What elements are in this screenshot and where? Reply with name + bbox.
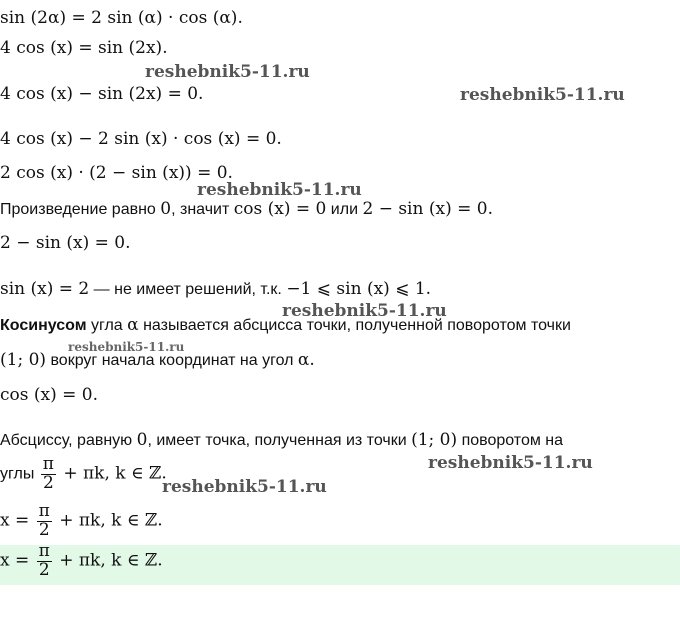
denominator: 2 — [38, 519, 50, 540]
no-solution-statement — [0, 279, 431, 299]
watermark: reshebnik5-11.ru — [162, 477, 327, 497]
denominator: 2 — [42, 472, 54, 493]
watermark: reshebnik5-11.ru — [197, 180, 362, 200]
equation-case-1: cos (x) = 0. — [0, 385, 99, 405]
numerator: π — [38, 541, 50, 561]
text: Абсциссу, равную — [0, 432, 137, 449]
math: α — [127, 315, 139, 335]
abscissa-statement — [0, 430, 563, 450]
text: поворотом на — [457, 432, 564, 449]
math: cos (x) = 0 — [233, 199, 327, 219]
math: −1 ⩽ sin (x) ⩽ 1. — [286, 279, 432, 299]
equation-given: 4 cos (x) = sin (2x). — [0, 38, 168, 58]
product-zero-statement — [0, 199, 493, 219]
math: 2 − sin (x) = 0. — [362, 199, 493, 219]
watermark: reshebnik5-11.ru — [282, 301, 447, 321]
equation-step-2: 4 cos (x) − 2 sin (x) · cos (x) = 0. — [0, 129, 282, 149]
math: + πk, k ∈ ℤ. — [57, 463, 167, 484]
equation-step-3: 2 cos (x) · (2 − sin (x)) = 0. — [0, 163, 233, 183]
numerator: π — [38, 501, 50, 521]
text: — не имеет решений, т.к. — [89, 281, 287, 298]
math: + πk, k ∈ ℤ. — [53, 510, 163, 531]
solution-line — [0, 503, 163, 540]
watermark: reshebnik5-11.ru — [68, 340, 185, 354]
term-cosine: Косинусом — [0, 317, 87, 334]
fraction-pi-over-2 — [37, 503, 52, 540]
math: + πk, k ∈ ℤ. — [53, 550, 163, 571]
math: (1; 0) — [411, 430, 458, 450]
text: Произведение равно — [0, 201, 161, 218]
fraction-pi-over-2 — [41, 456, 56, 493]
text: или — [326, 201, 363, 218]
equation-case-2: 2 − sin (x) = 0. — [0, 233, 131, 253]
final-answer — [0, 543, 163, 580]
math: x = — [0, 510, 35, 531]
formula-double-angle: sin (2α) = 2 sin (α) · cos (α). — [0, 8, 243, 28]
math: sin (x) = 2 — [0, 279, 90, 299]
angles-statement — [0, 456, 167, 493]
math: 0 — [136, 430, 148, 450]
math: 0 — [160, 199, 172, 219]
text: , имеет точка, полученная из точки — [147, 432, 412, 449]
watermark: reshebnik5-11.ru — [460, 85, 625, 105]
numerator: π — [42, 454, 54, 474]
fraction-pi-over-2 — [37, 543, 52, 580]
equation-step-1: 4 cos (x) − sin (2x) = 0. — [0, 84, 204, 104]
watermark: reshebnik5-11.ru — [145, 62, 310, 82]
text: , значит — [171, 201, 234, 218]
text: называется абсцисса точки, полученной поворотом точки — [138, 317, 571, 334]
watermark: reshebnik5-11.ru — [428, 453, 593, 473]
math: (1; 0) — [0, 350, 47, 370]
text: угла — [86, 317, 128, 334]
math: α. — [297, 350, 315, 370]
math: x = — [0, 550, 35, 571]
denominator: 2 — [38, 559, 50, 580]
text: вокруг начала координат на угол — [46, 352, 298, 369]
text: углы — [0, 465, 39, 483]
